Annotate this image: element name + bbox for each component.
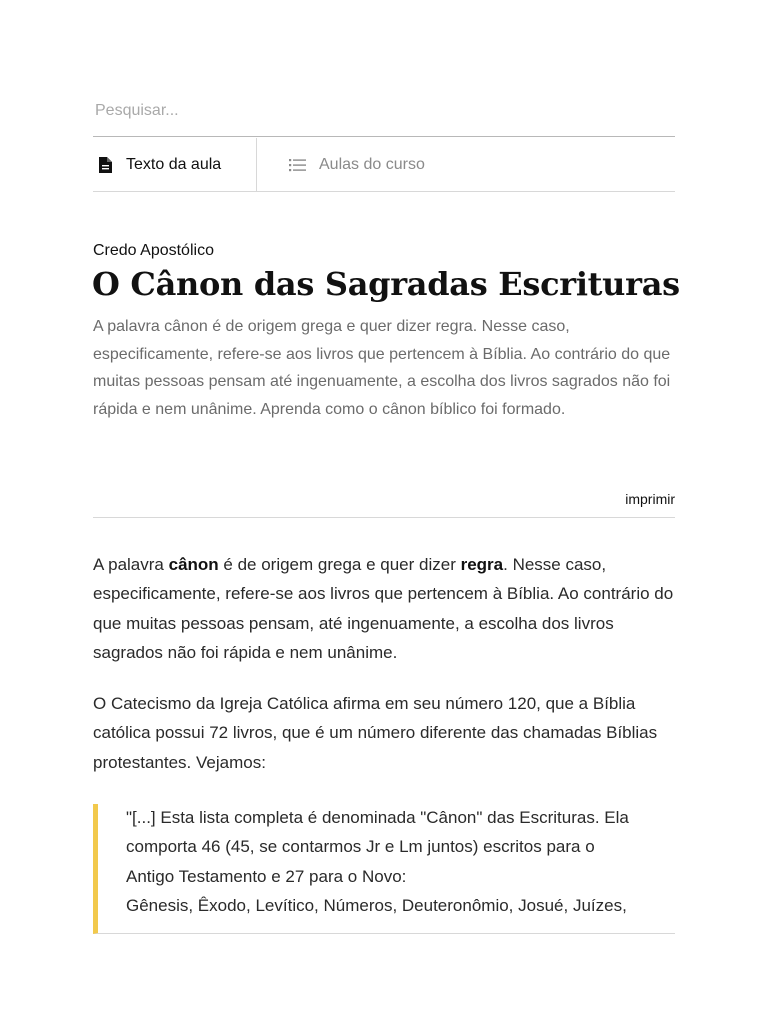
paragraph-1-text-e: . Nesse caso, especificamente, refere-se aos livros que pertencem à Bíblia. Ao contrário do que muitas pessoas pensam, até ingenuamente, a escolha dos livros sagrados não foi rápida e nem unânime. [93,555,674,662]
quote-line: "[...] Esta lista completa é denominada "Cânon" das Escrituras. Ela [126,808,629,827]
quote-line: Antigo Testamento e 27 para o Novo: [126,866,407,886]
catechism-quote [93,804,675,934]
lesson-tabs [93,138,675,192]
tab-lesson-text-label: Texto da aula [126,155,222,173]
tab-course-lessons[interactable] [257,138,425,191]
search-input[interactable] [93,96,679,126]
search-bar [93,88,675,137]
course-name: Credo Apostólico [93,242,214,259]
term-canon: cânon [168,555,219,574]
tab-course-lessons-label: Aulas do curso [319,155,425,173]
list-icon [289,158,306,172]
print-bar [93,488,675,518]
paragraph-1 [93,550,675,667]
paragraph-2: O Catecismo da Igreja Católica afirma em seu número 120, que a Bíblia católica possui 72 livros, que é um número diferente das chamadas Bíblias protestantes. Vejamos: [93,694,658,772]
quote-line: Gênesis, Êxodo, Levítico, Números, Deuteronômio, Josué, Juízes, [126,895,627,915]
tab-lesson-text[interactable] [93,138,257,191]
document-icon [99,157,112,173]
quote-line: comporta 46 (45, se contarmos Jr e Lm juntos) escritos para o [126,837,595,857]
lesson-summary: A palavra cânon é de origem grega e quer dizer regra. Nesse caso, especificamente, refere-se aos livros que pertencem à Bíblia. Ao contrário do que muitas pessoas pensam até ingenuamente, a escolha dos livros sagrados não foi rápida e nem unânime. Aprenda como o cânon bíblico foi formado. [93,318,671,418]
page-title: O Cânon das Sagradas Escrituras [92,265,680,303]
term-regra: regra [460,555,504,574]
paragraph-1-text-c: é de origem grega e quer dizer [218,555,461,574]
paragraph-1-text-a: A palavra [93,555,169,574]
print-link[interactable]: imprimir [625,491,675,507]
